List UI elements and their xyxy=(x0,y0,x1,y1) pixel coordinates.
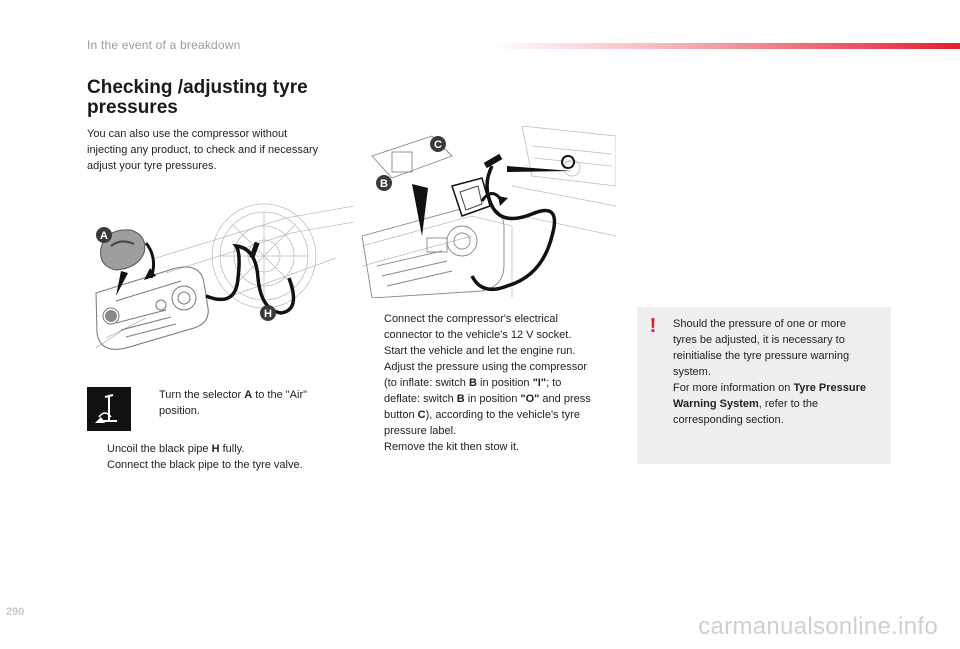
callout-c xyxy=(430,136,446,152)
callout-h xyxy=(260,305,276,321)
list-item: Start the vehicle and let the engine run. xyxy=(384,345,576,357)
list-item: Connect the compressor's electrical connector to the vehicle's 12 V socket. xyxy=(384,313,572,341)
list-item: Remove the kit then stow it. xyxy=(384,441,520,453)
callout-b-label: B xyxy=(380,178,388,190)
intro-paragraph xyxy=(87,126,347,174)
callout-a xyxy=(96,227,112,243)
list-item: Adjust the pressure using the compressor (to inflate: switch B in position "I"; to deflate: switch B in position "O" and press button C), according to the vehicle's tyre pressure label. xyxy=(384,361,591,437)
warning-text: Should the pressure of one or more tyres be adjusted, it is necessary to reinitialise the tyre pressure warning system. For more information on Tyre Pressure Warning System, refer to the corresponding section. xyxy=(673,318,867,426)
page-title-line-1: Checking /adjusting tyre xyxy=(87,77,308,98)
compressor-socket-illustration xyxy=(362,126,616,298)
list-item: Connect the black pipe to the tyre valve. xyxy=(107,459,303,471)
callout-c-label: C xyxy=(434,139,442,151)
step-line: Turn the selector A to the "Air" xyxy=(159,389,308,401)
watermark: carmanualsonline.info xyxy=(698,613,938,640)
callout-a-label: A xyxy=(100,230,108,242)
intro-line: adjust your tyre pressures. xyxy=(87,160,217,172)
step-line: position. xyxy=(159,405,200,417)
page-number: 290 xyxy=(6,606,25,618)
compressor-selector-icon xyxy=(87,387,131,431)
intro-line: You can also use the compressor without xyxy=(87,128,288,140)
selector-step-list xyxy=(142,387,342,419)
exclamation-icon: ! xyxy=(649,315,657,337)
intro-line: injecting any product, to check and if necessary xyxy=(87,144,319,156)
compressor-step-list xyxy=(367,311,629,455)
page-title xyxy=(87,78,347,118)
page-title-line-2: pressures xyxy=(87,97,178,118)
callout-h-label: H xyxy=(264,308,272,320)
list-item: Uncoil the black pipe H fully. xyxy=(107,443,245,455)
section-header: In the event of a breakdown xyxy=(87,38,241,52)
header-accent-bar xyxy=(490,43,960,49)
callout-b xyxy=(376,175,392,191)
compressor-selector-illustration xyxy=(86,198,354,360)
pipe-step-list xyxy=(90,441,350,473)
list-item xyxy=(142,387,342,419)
